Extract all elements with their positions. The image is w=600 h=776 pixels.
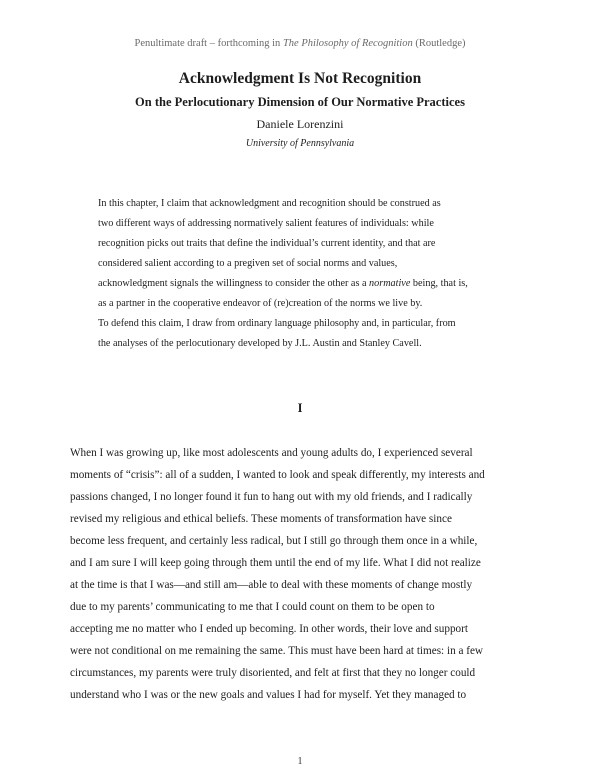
body-line: were not conditional on me remaining the same. This must have been hard at times: in a few xyxy=(70,645,483,657)
body-line: at the time is that I was—and still am—able to deal with these moments of change mostly xyxy=(70,579,473,591)
body-line: become less frequent, and certainly less radical, but I still go through them once in a while, xyxy=(70,535,478,547)
header-suffix: (Routledge) xyxy=(412,38,466,49)
abstract-line: considered salient according to a pregiven set of social norms and values, xyxy=(98,258,398,269)
running-header xyxy=(0,38,600,49)
author-name: Daniele Lorenzini xyxy=(256,117,344,131)
section-heading: I xyxy=(297,401,303,415)
abstract-line: as a partner in the cooperative endeavor of (re)creation of the norms we live by. xyxy=(98,298,423,309)
body-line: When I was growing up, like most adolescents and young adults do, I experienced several xyxy=(70,447,473,459)
body-line: due to my parents’ communicating to me that I could count on them to be open to xyxy=(70,601,435,613)
body-line: circumstances, my parents were truly disoriented, and felt at first that they no longer could xyxy=(70,667,476,679)
abstract xyxy=(98,194,518,354)
abstract-line: To defend this claim, I draw from ordinary language philosophy and, in particular, from xyxy=(98,318,456,329)
body-line: revised my religious and ethical beliefs. These moments of transformation have since xyxy=(70,513,452,525)
abstract-line: two different ways of addressing normatively salient features of individuals: while xyxy=(98,218,434,229)
body-line: accepting me no matter who I ended up becoming. In other words, their love and support xyxy=(70,623,468,635)
body-text xyxy=(70,442,532,706)
body-line: moments of “crisis”: all of a sudden, I wanted to look and speak differently, my interests and xyxy=(70,469,485,481)
header-prefix: Penultimate draft – forthcoming in xyxy=(134,38,283,49)
abstract-line: recognition picks out traits that define the individual’s current identity, and that are xyxy=(98,238,436,249)
body-line: passions changed, I no longer found it fun to hang out with my old friends, and I radically xyxy=(70,491,473,503)
paper-title: Acknowledgment Is Not Recognition xyxy=(178,70,422,87)
abstract-text: acknowledgment signals the willingness to consider the other as a xyxy=(98,278,370,289)
abstract-line xyxy=(98,274,518,294)
abstract-line: In this chapter, I claim that acknowledgment and recognition should be construed as xyxy=(98,198,441,209)
body-line: understand who I was or the new goals and values I had for myself. Yet they managed to xyxy=(70,689,467,701)
abstract-line: the analyses of the perlocutionary developed by J.L. Austin and Stanley Cavell. xyxy=(98,338,422,349)
page-number: 1 xyxy=(297,756,303,767)
body-line: and I am sure I will keep going through them until the end of my life. What I did not realize xyxy=(70,557,481,569)
paper-subtitle: On the Perlocutionary Dimension of Our Normative Practices xyxy=(135,95,465,109)
abstract-emphasis: normative xyxy=(369,278,411,289)
header-book-title: The Philosophy of Recognition xyxy=(282,38,413,49)
abstract-text: being, that is, xyxy=(410,278,468,289)
author-affiliation: University of Pennsylvania xyxy=(245,138,355,149)
